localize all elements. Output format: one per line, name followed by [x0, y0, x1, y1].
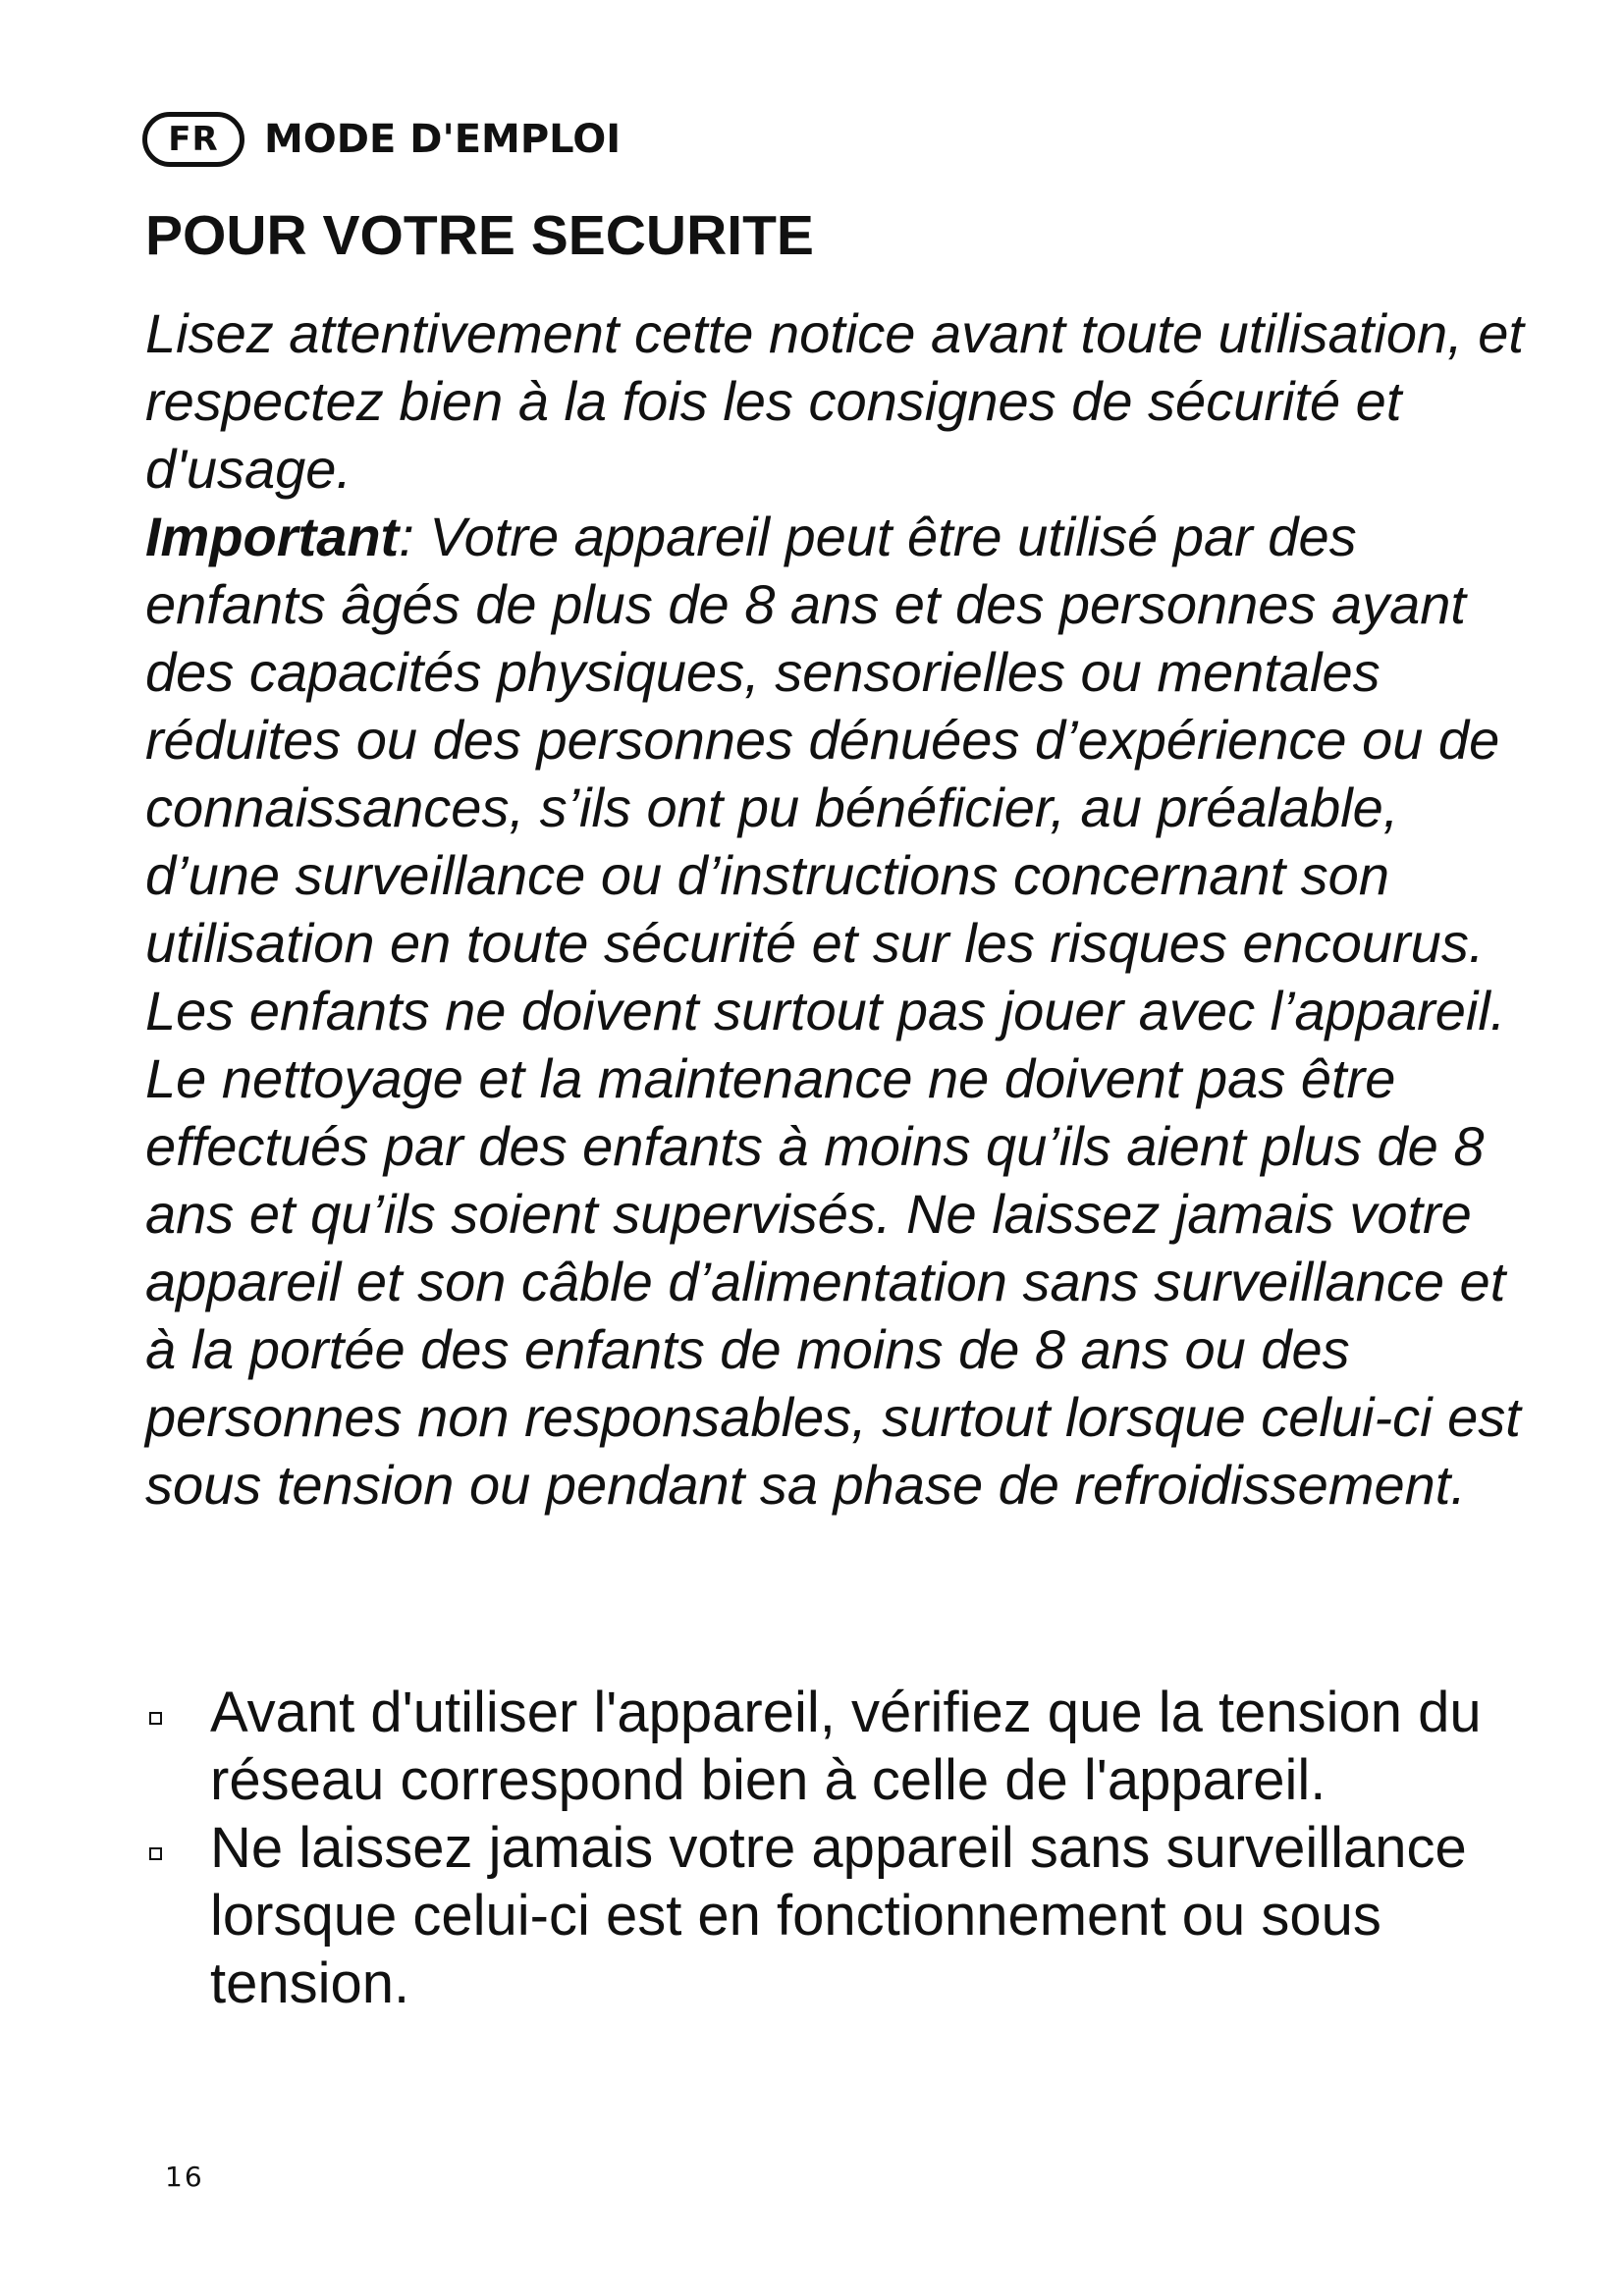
intro-paragraph: Lisez attentivement cette notice avant toute utilisation, et respectez bien à la fois les consignes de sécurité et d'usage. — [145, 302, 1524, 500]
safety-text — [145, 299, 1540, 1519]
important-text: : Votre appareil peut être utilisé par des enfants âgés de plus de 8 ans et des personnes ayant des capacités physiques, sensorielles ou mentales réduites ou des personnes dénuées d’expérience ou de connaissances, s’ils ont pu bénéficier, au préalable, d’une surveillance ou d’instructions concernant son utilisation en toute sécurité et sur les risques encourus. Les enfants ne doivent surtout pas jouer avec l’appareil. Le nettoyage et la maintenance ne doivent pas être effectués par des enfants à moins qu’ils aient plus de 8 ans et qu’ils soient supervisés. Ne laissez jamais votre appareil et son câble d’alimentation sans surveillance et à la portée des enfants de moins de 8 ans ou des personnes non responsables, surtout lorsque celui-ci est sous tension ou pendant sa phase de refroidissement. — [145, 506, 1521, 1516]
language-badge — [142, 112, 244, 167]
important-paragraph — [145, 503, 1540, 1519]
list-item — [145, 1679, 1540, 1814]
language-code: FR — [168, 120, 219, 159]
page-number: 16 — [165, 2161, 204, 2193]
page-header — [142, 110, 621, 169]
bullet-text: Ne laissez jamais votre appareil sans surveillance lorsque celui-ci est en fonctionnement ou sous tension. — [210, 1816, 1467, 2015]
bullet-text: Avant d'utiliser l'appareil, vérifiez que la tension du réseau correspond bien à celle de l'appareil. — [210, 1681, 1482, 1812]
list-item — [145, 1814, 1540, 2017]
important-label: Important — [145, 506, 400, 567]
safety-bullet-list — [145, 1679, 1540, 2017]
section-title: POUR VOTRE SECURITE — [145, 204, 814, 267]
header-title: MODE D'EMPLOI — [264, 117, 622, 162]
square-bullet-icon — [149, 1847, 162, 1860]
square-bullet-icon — [149, 1712, 162, 1725]
